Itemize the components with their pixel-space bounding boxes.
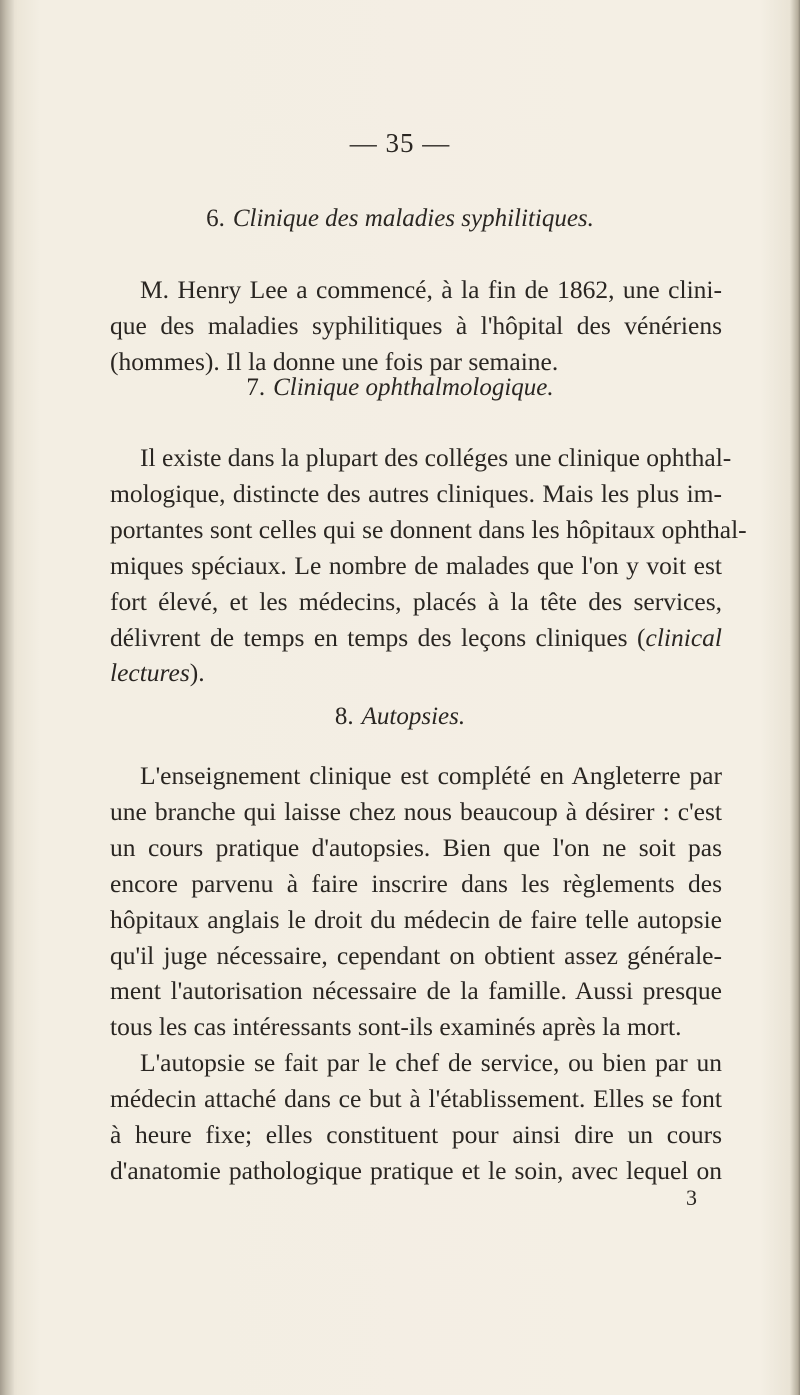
text-line: d'anatomie pathologique pratique et le soin, avec lequel on bbox=[110, 1155, 722, 1185]
text-line: à heure fixe; elles constituent pour ainsi dire un cours bbox=[110, 1120, 722, 1150]
section-7-paragraph bbox=[110, 440, 747, 691]
text-line: médecin attaché dans ce but à l'établissement. Elles se font bbox=[110, 1084, 722, 1114]
signature-mark: 3 bbox=[686, 1185, 697, 1210]
section-8-paragraph bbox=[110, 758, 722, 1189]
text-line-with-italic bbox=[110, 655, 722, 691]
section-number: 6. bbox=[206, 205, 225, 232]
italic-term: clinical bbox=[645, 622, 722, 652]
text-line: tous les cas intéressants sont-ils examinés après la mort. bbox=[110, 1012, 682, 1042]
text-line: M. Henry Lee a commencé, à la fin de 1862, une clini- bbox=[140, 275, 722, 304]
text-line: fort élevé, et les médecins, placés à la tête des services, bbox=[110, 586, 722, 616]
section-heading-8 bbox=[0, 703, 800, 731]
text-line: ment l'autorisation nécessaire de la famille. Aussi presque bbox=[110, 976, 722, 1006]
text-line: un cours pratique d'autopsies. Bien que l'on ne soit pas bbox=[110, 832, 722, 862]
text-line: miques spéciaux. Le nombre de malades que l'on y voit est bbox=[110, 550, 722, 580]
text-line: L'autopsie se fait par le chef de service, ou bien par un bbox=[140, 1048, 722, 1078]
page-header: — 35 — bbox=[349, 128, 451, 158]
section-6-paragraph bbox=[110, 272, 722, 380]
text-line: qu'il juge nécessaire, cependant on obtient assez générale- bbox=[110, 940, 722, 970]
text-line: que des maladies syphilitiques à l'hôpital des vénériens bbox=[110, 310, 722, 340]
text-line: (hommes). Il la donne une fois par semaine. bbox=[110, 346, 559, 376]
italic-term: lectures bbox=[110, 658, 190, 688]
section-number: 7. bbox=[246, 374, 266, 401]
text-line: portantes sont celles qui se donnent dans les hôpitaux ophthal- bbox=[110, 514, 747, 544]
text-line: une branche qui laisse chez nous beaucoup à désirer : c'est bbox=[110, 796, 722, 826]
text-line: encore parvenu à faire inscrire dans les règlements des bbox=[110, 868, 722, 898]
section-title: Autopsies. bbox=[361, 703, 466, 730]
text-fragment: ). bbox=[189, 658, 205, 688]
text-line: mologique, distincte des autres cliniques. Mais les plus im- bbox=[110, 478, 722, 508]
text-fragment: délivrent de temps en temps des leçons cliniques ( bbox=[110, 622, 646, 652]
section-heading-6 bbox=[0, 205, 800, 233]
text-line-with-italic bbox=[110, 620, 722, 656]
section-heading-7 bbox=[0, 374, 800, 402]
section-title: Clinique des maladies syphilitiques. bbox=[232, 205, 594, 232]
text-line: Il existe dans la plupart des colléges une clinique ophthal- bbox=[140, 443, 732, 472]
section-title: Clinique ophthalmologique. bbox=[273, 374, 554, 401]
text-line: hôpitaux anglais le droit du médecin de faire telle autopsie bbox=[110, 904, 722, 934]
section-number: 8. bbox=[334, 703, 354, 730]
text-line: L'enseignement clinique est complété en Angleterre par bbox=[140, 761, 722, 790]
